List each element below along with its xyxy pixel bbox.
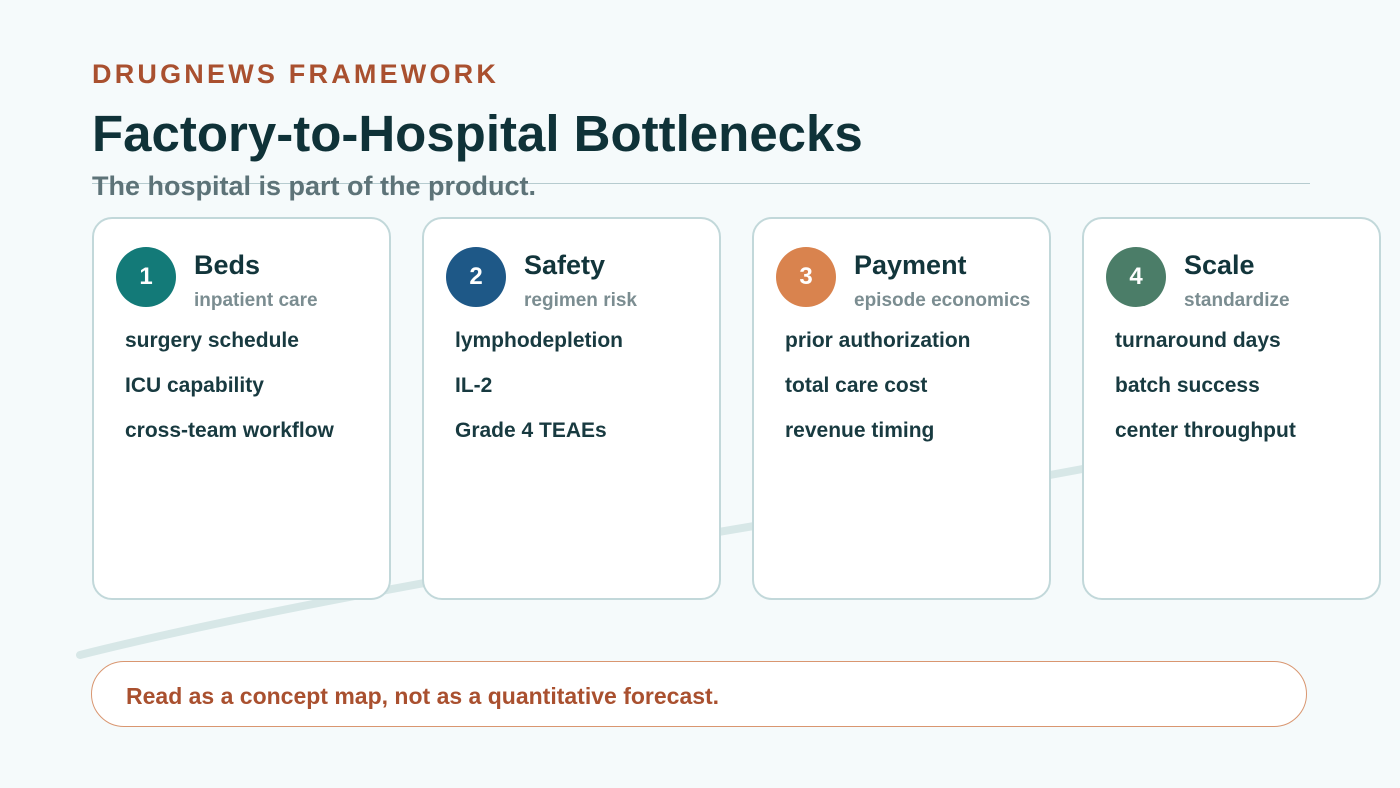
card-payment <box>752 217 1051 600</box>
card-item: revenue timing <box>785 419 935 442</box>
card-item: cross-team workflow <box>125 419 334 442</box>
card-subtitle: inpatient care <box>194 290 318 311</box>
card-number-badge: 3 <box>776 247 836 307</box>
card-item: prior authorization <box>785 329 971 352</box>
card-item: surgery schedule <box>125 329 299 352</box>
page-title: Factory-to-Hospital Bottlenecks <box>92 105 863 162</box>
card-title: Scale <box>1184 250 1255 280</box>
footnote-text: Read as a concept map, not as a quantitative forecast. <box>126 683 720 709</box>
card-number-badge: 4 <box>1106 247 1166 307</box>
card-scale <box>1082 217 1381 600</box>
footnote-banner <box>91 661 1307 727</box>
card-number-badge: 2 <box>446 247 506 307</box>
card-subtitle: standardize <box>1184 290 1290 311</box>
card-title: Payment <box>854 250 967 280</box>
card-item: IL-2 <box>455 374 493 397</box>
card-item: lymphodepletion <box>455 329 623 352</box>
eyebrow-label: DRUGNEWS FRAMEWORK <box>92 59 500 89</box>
card-beds <box>92 217 391 600</box>
page-subtitle: The hospital is part of the product. <box>92 171 537 201</box>
card-subtitle: episode economics <box>854 290 1031 311</box>
card-item: turnaround days <box>1115 329 1281 352</box>
card-safety <box>422 217 721 600</box>
card-number-badge: 1 <box>116 247 176 307</box>
card-item: ICU capability <box>125 374 264 397</box>
card-item: total care cost <box>785 374 928 397</box>
card-title: Safety <box>524 250 606 280</box>
card-item: center throughput <box>1115 419 1296 442</box>
card-subtitle: regimen risk <box>524 290 637 311</box>
card-item: Grade 4 TEAEs <box>455 419 607 442</box>
card-title: Beds <box>194 250 261 280</box>
card-item: batch success <box>1115 374 1260 397</box>
